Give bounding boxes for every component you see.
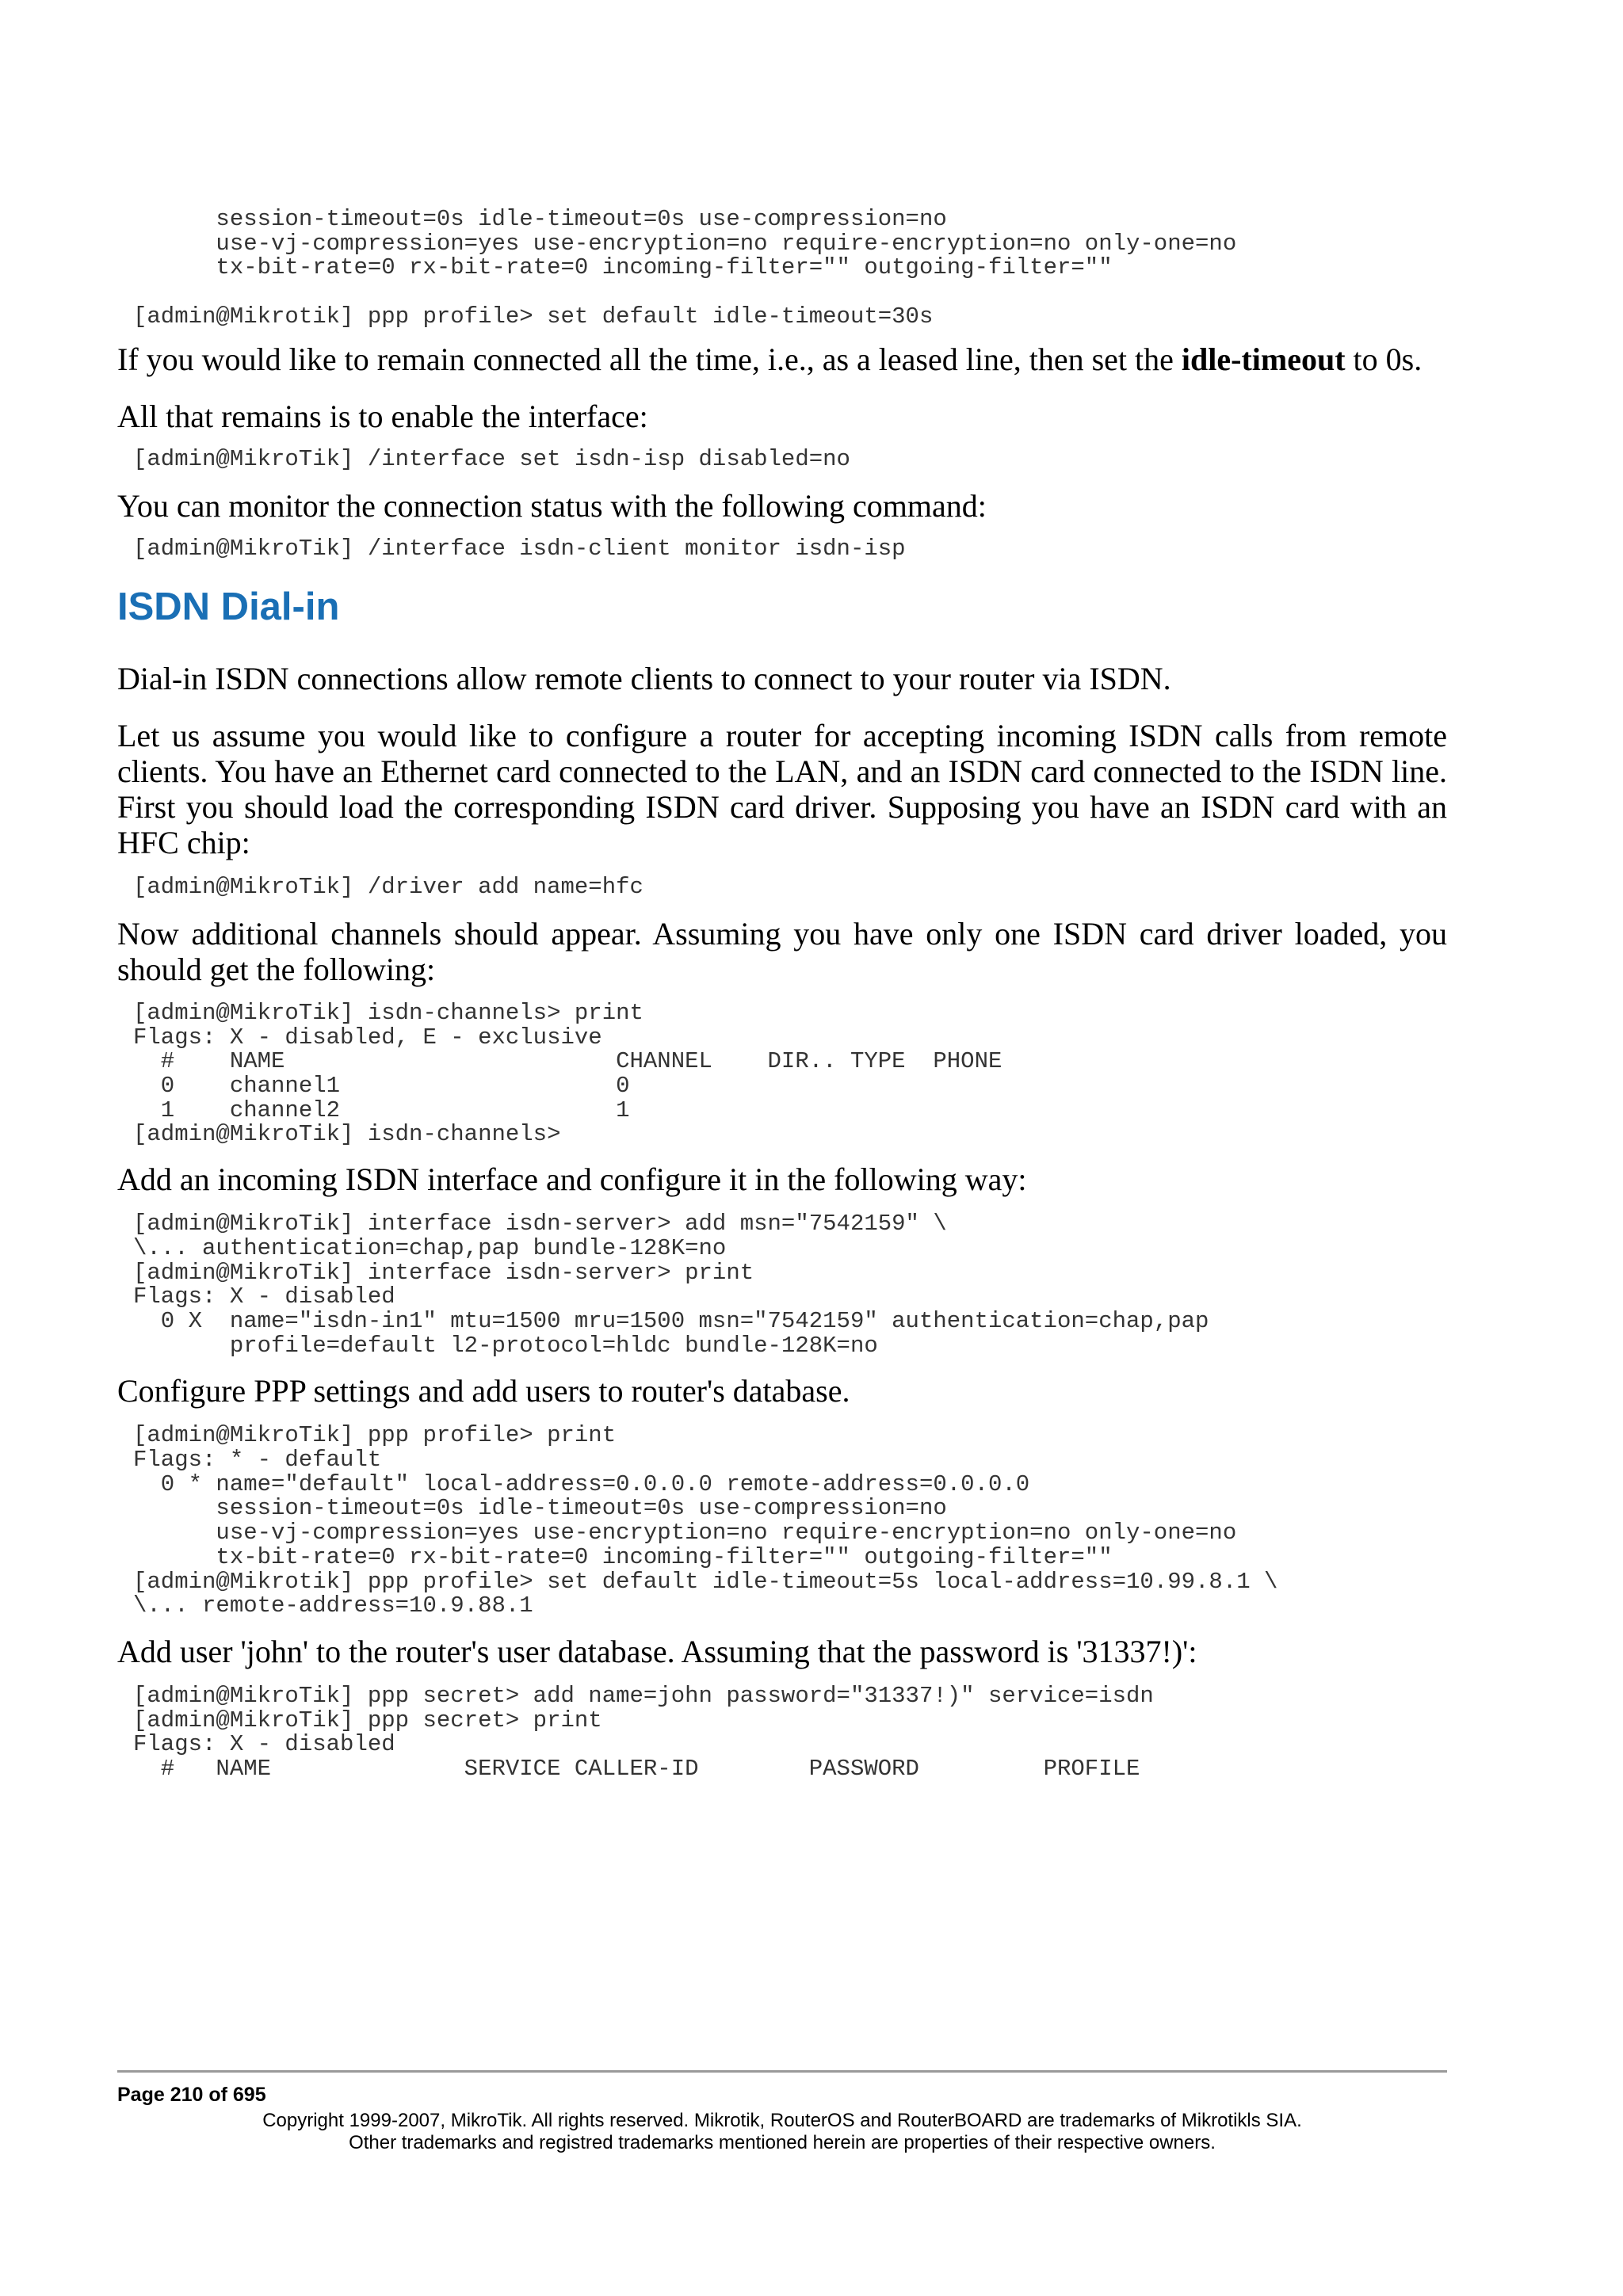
paragraph-leased-line-text: If you would like to remain connected all the time, i.e., as a leased line, then set the	[117, 341, 1182, 377]
paragraph-configure-router: Let us assume you would like to configure a router for accepting incoming ISDN calls from remote clients. You have an Ethernet card connected to the LAN, and an ISDN card connected to the ISDN line. First you should load the corresponding ISDN card driver. Supposing you have an ISDN card with an HFC chip:	[117, 718, 1447, 861]
code-block-ppp-profile: [admin@MikroTik] ppp profile> print Flags: * - default 0 * name="default" local-address=0.0.0.0 remote-address=0.0.0.0 session-timeout=0s idle-timeout=0s use-compression=no use-vj-compression=yes use-encryption=no require-encryption=no only-one=no tx-bit-rate=0 rx-bit-rate=0 incoming-filter="" outgoing-filter="" [admin@Mikrotik] ppp profile> set default idle-timeout=5s local-address=10.99.8.1 \ \... remote-address=10.9.88.1	[133, 1422, 1278, 1619]
paragraph-channels-appear: Now additional channels should appear. Assuming you have only one ISDN card driver loaded, you should get the following:	[117, 915, 1447, 987]
document-page	[117, 208, 1447, 1782]
section-heading: ISDN Dial-in	[117, 585, 340, 629]
idle-timeout-term: idle-timeout	[1181, 341, 1346, 377]
paragraph-ppp-settings: Configure PPP settings and add users to router's database.	[117, 1373, 850, 1409]
paragraph-leased-line	[117, 341, 1447, 377]
code-block-isdn-channels: [admin@MikroTik] isdn-channels> print Flags: X - disabled, E - exclusive # NAME CHANNEL DIR.. TYPE PHONE 0 channel1 0 1 channel2 1 [admin@MikroTik] isdn-channels>	[133, 999, 1002, 1148]
code-block-enable-isdn: [admin@MikroTik] /interface set isdn-isp disabled=no	[133, 445, 850, 472]
code-block-set-idle: [admin@Mikrotik] ppp profile> set default idle-timeout=30s	[133, 303, 934, 330]
code-block-profile-tail: session-timeout=0s idle-timeout=0s use-compression=no use-vj-compression=yes use-encryption=no require-encryption=no only-one=no tx-bit-rate=0 rx-bit-rate=0 incoming-filter="" outgoing-filter=""	[216, 206, 1237, 281]
code-block-driver-add: [admin@MikroTik] /driver add name=hfc	[133, 874, 643, 901]
page-number: Page 210 of 695	[117, 2084, 266, 2106]
code-block-monitor: [admin@MikroTik] /interface isdn-client monitor isdn-isp	[133, 535, 906, 562]
paragraph-enable-interface: All that remains is to enable the interface:	[117, 398, 648, 434]
paragraph-add-user: Add user 'john' to the router's user database. Assuming that the password is '31337!)':	[117, 1633, 1197, 1669]
paragraph-dial-in-intro: Dial-in ISDN connections allow remote clients to connect to your router via ISDN.	[117, 661, 1171, 697]
code-block-isdn-server: [admin@MikroTik] interface isdn-server> add msn="7542159" \ \... authentication=chap,pap bundle-128K=no [admin@MikroTik] interface isdn-server> print Flags: X - disabled 0 X name="isdn-in1" mtu=1500 mru=1500 msn="7542159" authentication=chap,pap profile=default l2-protocol=hldc bundle-128K=no	[133, 1211, 1209, 1359]
footer-divider	[117, 2070, 1447, 2073]
paragraph-add-interface: Add an incoming ISDN interface and configure it in the following way:	[117, 1161, 1027, 1198]
footer-copyright	[117, 2110, 1447, 2154]
copyright-line-2: Other trademarks and registred trademarks mentioned herein are properties of their respective owners.	[349, 2132, 1216, 2153]
paragraph-monitor: You can monitor the connection status with the following command:	[117, 487, 987, 524]
paragraph-leased-line-end: to 0s.	[1345, 341, 1423, 377]
copyright-line-1: Copyright 1999-2007, MikroTik. All rights reserved. Mikrotik, RouterOS and RouterBOARD are trademarks of Mikrotikls SIA.	[262, 2110, 1302, 2131]
code-block-ppp-secret: [admin@MikroTik] ppp secret> add name=john password="31337!)" service=isdn [admin@MikroTik] ppp secret> print Flags: X - disabled # NAME SERVICE CALLER-ID PASSWORD PROFILE	[133, 1682, 1154, 1783]
